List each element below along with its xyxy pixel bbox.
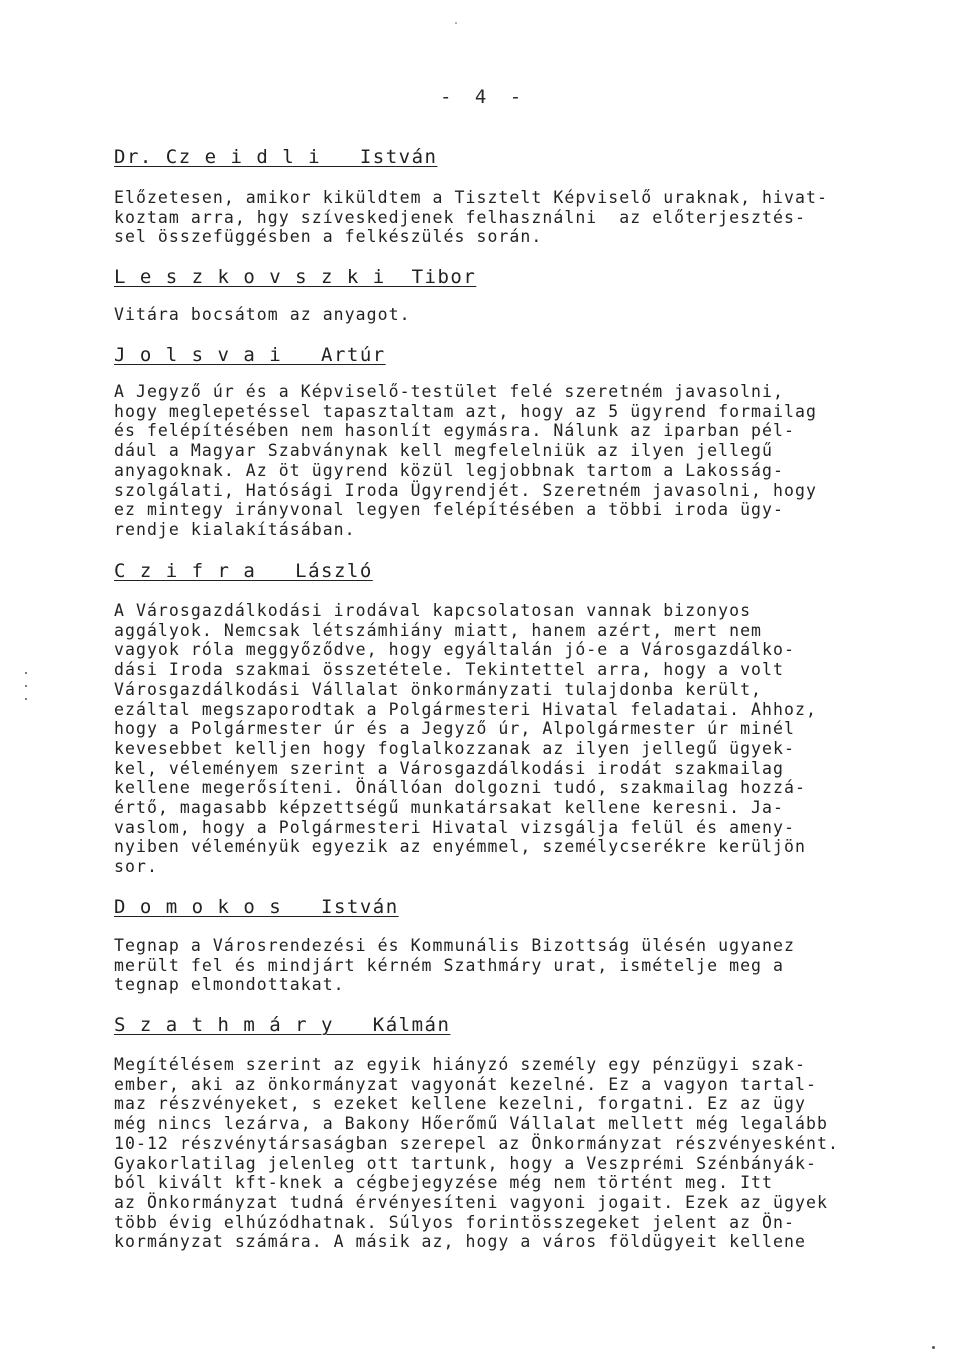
- text-line: Gyakorlatilag jelenleg ott tartunk, hogy a Veszprémi Szénbányák-: [114, 1153, 817, 1173]
- scan-speck: [25, 698, 27, 700]
- text-line: rendje kialakításában.: [114, 519, 356, 539]
- speaker-name: D o m o k o s István: [114, 896, 399, 918]
- text-line: nyiben véleményük egyezik az enyémmel, személycserékre kerüljön: [114, 837, 806, 857]
- text-line: maz részvényeket, s ezeket kellene kezelni, forgatni. Ez az ügy: [114, 1094, 806, 1114]
- speech-paragraph: [114, 188, 914, 247]
- text-line: kel, véleményem szerint a Városgazdálkodási irodát szakmailag: [114, 758, 785, 778]
- speaker-name: Dr. Cz e i d l i István: [114, 146, 438, 168]
- speaker-name: J o l s v a i Artúr: [114, 344, 386, 366]
- text-line: Megítélésem szerint az egyik hiányzó személy egy pénzügyi szak-: [114, 1055, 806, 1074]
- text-line: több évig elhúzódhatnak. Súlyos forintösszegeket jelent az Ön-: [114, 1212, 795, 1232]
- speech-paragraph: [114, 936, 914, 995]
- text-line: ból kivált kft-knek a cégbejegyzése még nem történt meg. Itt: [114, 1173, 774, 1193]
- speaker-entry: [114, 266, 914, 288]
- text-line: kellene megerősíteni. Önállóan dolgozni tudó, szakmailag hozzá-: [114, 778, 806, 798]
- text-line: Tegnap a Városrendezési és Kommunális Bizottság ülésén ugyanez: [114, 936, 795, 955]
- text-line: A Városgazdálkodási irodával kapcsolatosan vannak bizonyos: [114, 601, 752, 620]
- text-line: koztam arra, hgy szíveskedjenek felhasználni az előterjesztés-: [114, 207, 806, 227]
- text-line: 10-12 részvénytársaságban szerepel az Önkormányzat részvényesként.: [114, 1133, 839, 1153]
- scan-speck: [25, 672, 27, 674]
- speaker-name: S z a t h m á r y Kálmán: [114, 1014, 451, 1036]
- speaker-entry: [114, 896, 914, 918]
- text-line: ember, aki az önkormányzat vagyonát kezelné. Ez a vagyon tartal-: [114, 1074, 817, 1094]
- text-line: dási Iroda szakmai összetétele. Tekintettel arra, hogy a volt: [114, 660, 785, 680]
- text-line: merült fel és mindjárt kérném Szathmáry urat, ismételje meg a: [114, 955, 785, 975]
- text-line: sor.: [114, 857, 158, 877]
- speaker-entry: [114, 146, 914, 168]
- text-line: sel összefüggésben a felkészülés során.: [114, 227, 543, 247]
- page-number: - 4 -: [440, 86, 528, 108]
- text-line: és felépítésében nem hasonlít egymásra. Nálunk az iparban pél-: [114, 421, 795, 441]
- scan-speck: [932, 1346, 935, 1349]
- text-line: Vitára bocsátom az anyagot.: [114, 305, 411, 324]
- speaker-name: L e s z k o v s z k i Tibor: [114, 266, 477, 288]
- text-line: kormányzat számára. A másik az, hogy a város földügyeit kellene: [114, 1232, 806, 1252]
- speaker-name: C z i f r a László: [114, 560, 373, 582]
- text-line: hogy meglepetéssel tapasztaltam azt, hogy az 5 ügyrend formailag: [114, 401, 817, 421]
- speech-paragraph: [114, 382, 914, 540]
- text-line: Városgazdálkodási Vállalat önkormányzati tulajdonba került,: [114, 679, 763, 699]
- text-line: ezáltal megszaporodtak a Polgármesteri Hivatal feladatai. Ahhoz,: [114, 699, 817, 719]
- speech-paragraph: [114, 601, 914, 877]
- text-line: dául a Magyar Szabványnak kell megfelelniük az ilyen jellegű: [114, 441, 774, 461]
- speaker-entry: [114, 1014, 914, 1036]
- speaker-entry: [114, 560, 914, 582]
- text-line: szolgálati, Hatósági Iroda Ügyrendjét. Szeretném javasolni, hogy: [114, 480, 817, 500]
- speaker-entry: [114, 344, 914, 366]
- text-line: az Önkormányzat tudná érvényesíteni vagyoni jogait. Ezek az ügyek: [114, 1192, 828, 1212]
- text-line: hogy a Polgármester úr és a Jegyző úr, Alpolgármester úr minél: [114, 719, 795, 739]
- speech-paragraph: [114, 1055, 914, 1252]
- text-line: aggályok. Nemcsak létszámhiány miatt, hanem azért, mert nem: [114, 620, 763, 640]
- scan-speck: [25, 685, 27, 687]
- text-line: Előzetesen, amikor kiküldtem a Tisztelt Képviselő uraknak, hivat-: [114, 188, 828, 207]
- text-line: még nincs lezárva, a Bakony Hőerőmű Vállalat mellett még legalább: [114, 1114, 828, 1134]
- scan-speck: [455, 22, 457, 24]
- text-line: értő, magasabb képzettségű munkatársakat kellene keresni. Ja-: [114, 798, 785, 818]
- text-line: anyagoknak. Az öt ügyrend közül legjobbnak tartom a Lakosság-: [114, 460, 785, 480]
- text-line: vagyok róla meggyőződve, hogy egyáltalán jó-e a Városgazdálko-: [114, 640, 795, 660]
- text-line: vaslom, hogy a Polgármesteri Hivatal vizsgálja felül és ameny-: [114, 817, 795, 837]
- speech-paragraph: [114, 305, 914, 325]
- text-line: ez mintegy irányvonal legyen felépítésében a többi iroda ügy-: [114, 500, 785, 520]
- text-line: kevesebbet kelljen hogy foglalkozzanak az ilyen jellegű ügyek-: [114, 738, 795, 758]
- text-line: tegnap elmondottakat.: [114, 975, 345, 995]
- text-line: A Jegyző úr és a Képviselő-testület felé szeretném javasolni,: [114, 382, 785, 401]
